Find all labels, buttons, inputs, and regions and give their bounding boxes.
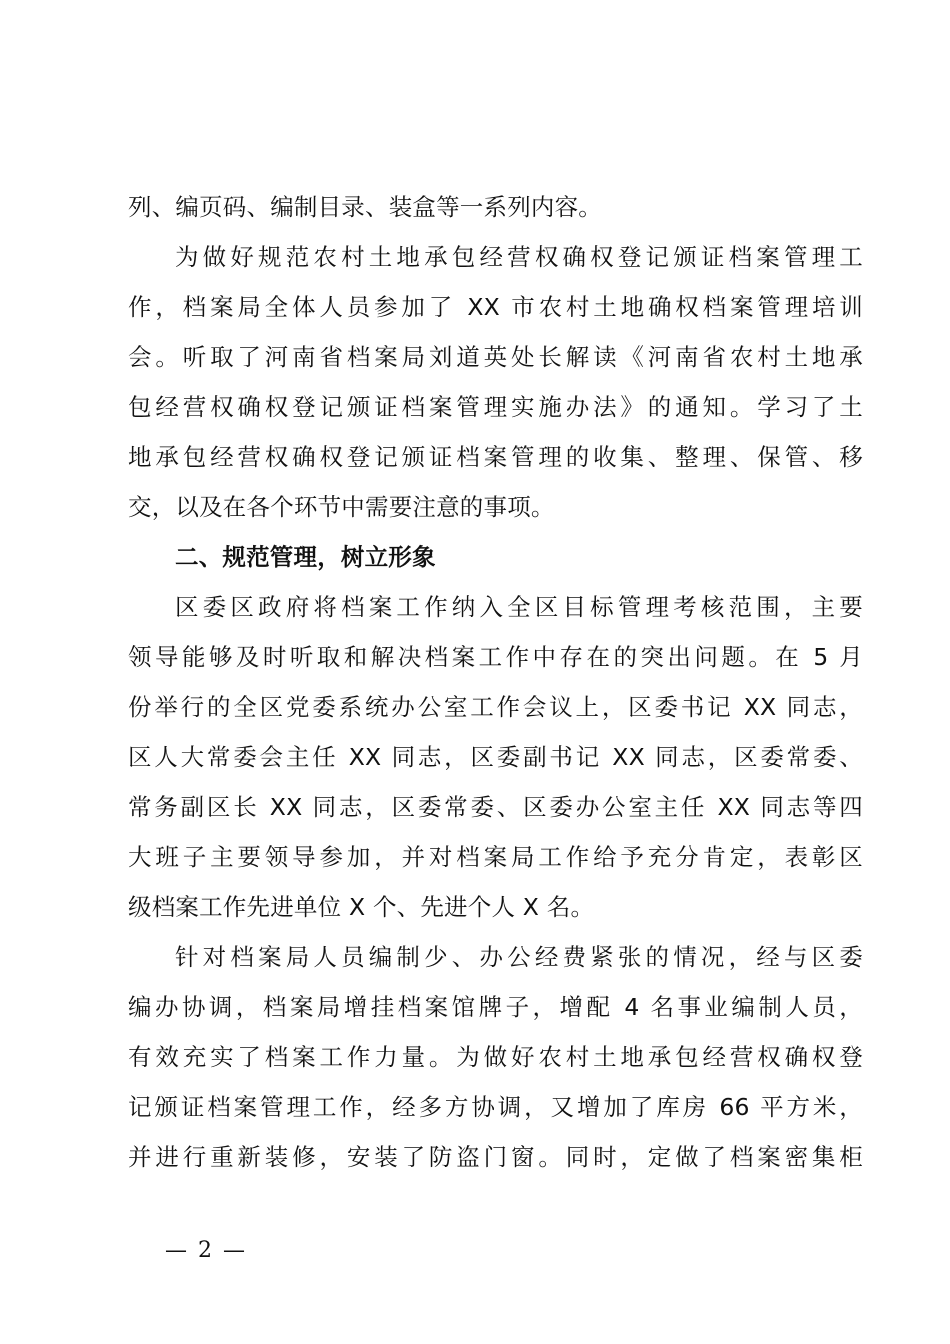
text-line: 作，档案局全体人员参加了 XX 市农村土地确权档案管理培训: [128, 293, 863, 321]
text-line: 区委区政府将档案工作纳入全区目标管理考核范围，主要: [175, 593, 863, 621]
text-line: 包经营权确权登记颁证档案管理实施办法》的通知。学习了土: [128, 393, 863, 421]
text-line: 领导能够及时听取和解决档案工作中存在的突出问题。在 5 月: [128, 643, 863, 671]
page-number: — 2 —: [165, 1238, 247, 1263]
text-line: 为做好规范农村土地承包经营权确权登记颁证档案管理工: [175, 243, 863, 271]
text-line: 份举行的全区党委系统办公室工作会议上，区委书记 XX 同志，: [128, 693, 863, 721]
text-line: 针对档案局人员编制少、办公经费紧张的情况，经与区委: [175, 943, 863, 971]
text-line: 有效充实了档案工作力量。为做好农村土地承包经营权确权登: [128, 1043, 863, 1071]
text-line: 常务副区长 XX 同志，区委常委、区委办公室主任 XX 同志等四: [128, 793, 863, 821]
text-line: 区人大常委会主任 XX 同志，区委副书记 XX 同志，区委常委、: [128, 743, 863, 771]
text-line: 编办协调，档案局增挂档案馆牌子，增配 4 名事业编制人员，: [128, 993, 863, 1021]
text-line: 记颁证档案管理工作，经多方协调，又增加了库房 66 平方米，: [128, 1093, 863, 1121]
section-heading: 二、规范管理，树立形象: [175, 543, 436, 571]
text-line: 交，以及在各个环节中需要注意的事项。: [128, 493, 555, 521]
text-line: 级档案工作先进单位 X 个、先进个人 X 名。: [128, 893, 595, 921]
text-line: 会。听取了河南省档案局刘道英处长解读《河南省农村土地承: [128, 343, 863, 371]
text-line: 大班子主要领导参加，并对档案局工作给予充分肯定，表彰区: [128, 843, 863, 871]
text-line: 地承包经营权确权登记颁证档案管理的收集、整理、保管、移: [128, 443, 863, 471]
text-line: 列、编页码、编制目录、装盒等一系列内容。: [128, 193, 602, 221]
body-text: [128, 182, 863, 1182]
text-line: 并进行重新装修，安装了防盗门窗。同时，定做了档案密集柜: [128, 1143, 863, 1171]
